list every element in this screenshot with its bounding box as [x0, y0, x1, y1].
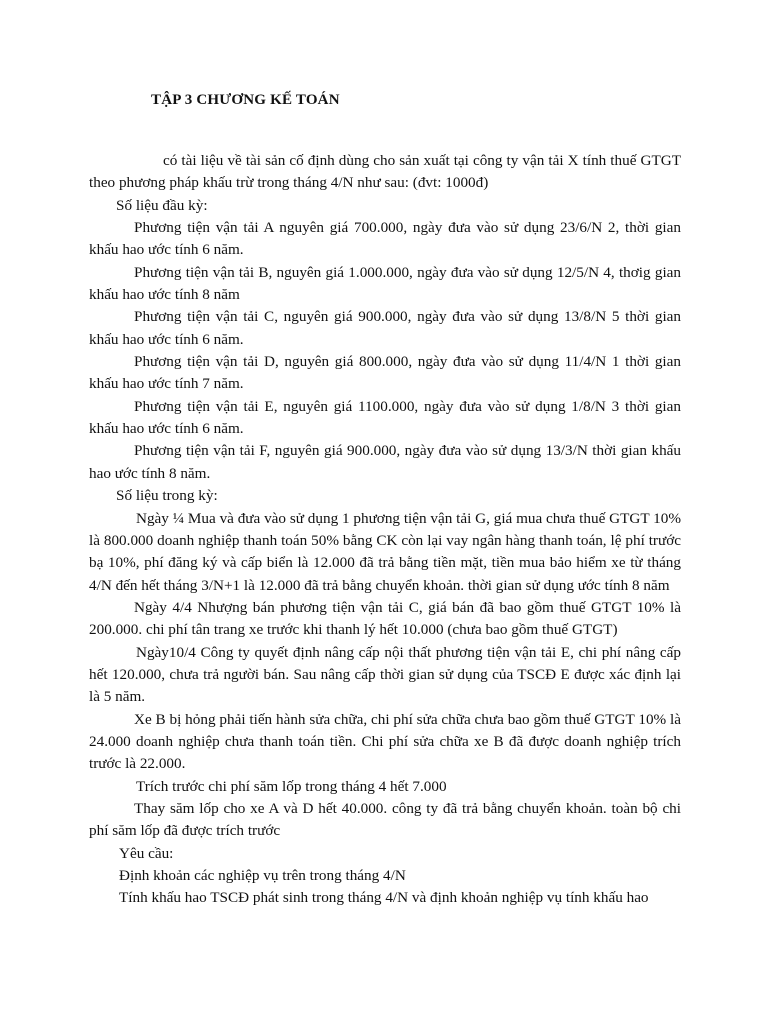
- paragraph-transaction-replace-tires: Thay săm lốp cho xe A và D hết 40.000. công ty đã trả bằng chuyển khoản. toàn bộ chi phí săm lốp đã được trích trước: [89, 799, 681, 840]
- paragraph-transaction-sell-c: Ngày 4/4 Nhượng bán phương tiện vận tải C, giá bán đã bao gồm thuế GTGT 10% là 200.000. chi phí tân trang xe trước khi thanh lý hết 10.000 (chưa bao gồm thuế GTGT): [89, 598, 681, 639]
- document-title: TẬP 3 CHƯƠNG KẾ TOÁN: [151, 92, 340, 108]
- paragraph-transaction-accrue-tires: Trích trước chi phí săm lốp trong tháng 4 hết 7.000: [136, 777, 447, 795]
- requirement-depreciation: Tính khấu hao TSCĐ phát sinh trong tháng 4/N và định khoản nghiệp vụ tính khấu hao: [119, 889, 649, 907]
- paragraph-vehicle-f: Phương tiện vận tải F, nguyên giá 900.000, ngày đưa vào sử dụng 13/3/N thời gian khấu hao ước tính 8 năm.: [89, 442, 681, 482]
- heading-requirements: Yêu cầu:: [119, 844, 174, 862]
- paragraph-vehicle-b: Phương tiện vận tải B, nguyên giá 1.000.000, ngày đưa vào sử dụng 12/5/N 4, thơig gian khấu hao ước tính 8 năm: [89, 263, 681, 304]
- heading-opening-data: Số liệu đầu kỳ:: [116, 196, 208, 214]
- paragraph-vehicle-e: Phương tiện vận tải E, nguyên giá 1100.000, ngày đưa vào sử dụng 1/8/N 3 thời gian khấu hao ước tính 6 năm.: [89, 397, 681, 438]
- paragraph-vehicle-d: Phương tiện vận tải D, nguyên giá 800.000, ngày đưa vào sử dụng 11/4/N 1 thời gian khấu hao ước tính 7 năm.: [89, 353, 681, 393]
- paragraph-vehicle-c: Phương tiện vận tải C, nguyên giá 900.000, ngày đưa vào sử dụng 13/8/N 5 thời gian khấu hao ước tính 6 năm.: [89, 308, 681, 348]
- paragraph-transaction-repair-b: Xe B bị hỏng phải tiến hành sửa chữa, chi phí sửa chữa chưa bao gồm thuế GTGT 10% là 24.000 doanh nghiệp chưa thanh toán tiền. Chi phí sửa chữa xe B đã được doanh nghiệp trích trước là 22.000.: [89, 710, 681, 773]
- paragraph-transaction-upgrade-e: Ngày10/4 Công ty quyết định nâng cấp nội thất phương tiện vận tải E, chi phí nâng cấp hết 120.000, chưa trả người bán. Sau nâng cấp thời gian sử dụng của TSCĐ E được xác định lại là 5 năm.: [89, 643, 681, 706]
- document-body: [89, 150, 681, 910]
- paragraph-transaction-purchase-g: Ngày ¼ Mua và đưa vào sử dụng 1 phương tiện vận tải G, giá mua chưa thuế GTGT 10% là 800.000 doanh nghiệp thanh toán 50% bằng CK còn lại vay ngân hàng thanh toán, lệ phí trước bạ 10%, phí đăng ký và cấp biển là 12.000 đã trả bằng tiền mặt, tiền mua bảo hiểm xe từ tháng 4/N đến hết tháng 3/N+1 là 12.000 đã trả bằng chuyển khoản. thời gian sử dụng ước tính 8 năm: [89, 509, 681, 594]
- heading-period-data: Số liệu trong kỳ:: [116, 487, 218, 505]
- paragraph-vehicle-a: Phương tiện vận tải A nguyên giá 700.000, ngày đưa vào sử dụng 23/6/N 2, thời gian khấu hao ước tính 6 năm.: [89, 219, 681, 259]
- paragraph-intro: có tài liệu về tài sản cố định dùng cho sản xuất tại công ty vận tải X tính thuế GTGT theo phương pháp khấu trừ trong tháng 4/N như sau: (đvt: 1000đ): [89, 152, 681, 192]
- requirement-journal-entries: Định khoản các nghiệp vụ trên trong tháng 4/N: [119, 867, 406, 884]
